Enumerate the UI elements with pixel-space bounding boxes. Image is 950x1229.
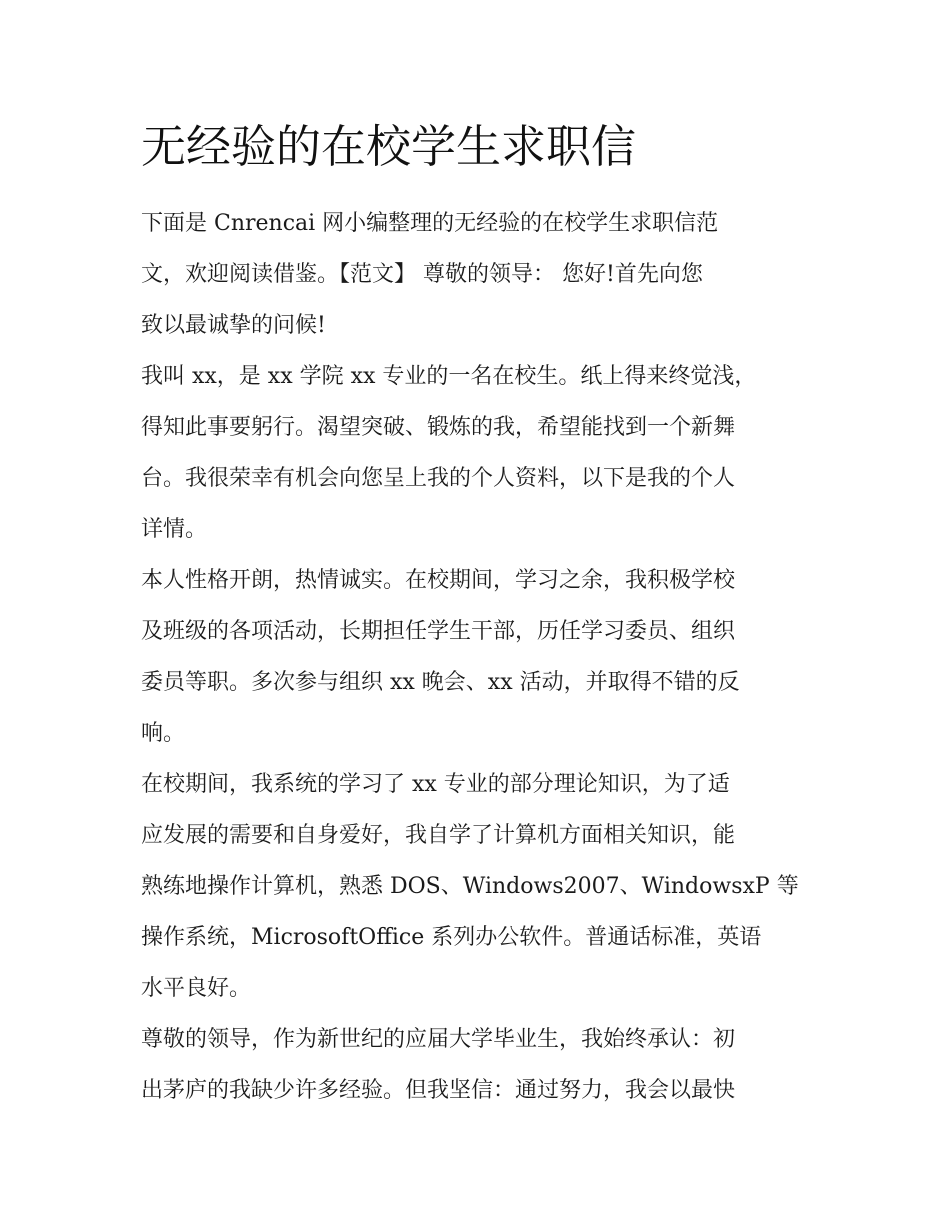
text-line: 我叫 xx，是 xx 学院 xx 专业的一名在校生。纸上得来终觉浅， (141, 364, 757, 389)
text-line: 委员等职。多次参与组织 xx 晚会、xx 活动，并取得不错的反 (141, 670, 740, 695)
text-line: 下面是 Cnrencai 网小编整理的无经验的在校学生求职信范 (141, 211, 719, 236)
paragraph-self-introduction (141, 351, 821, 555)
text-line: 操作系统，MicrosoftOffice 系列办公软件。普通话标准，英语 (141, 925, 762, 950)
document-body (141, 116, 821, 1116)
text-line: 水平良好。 (141, 976, 252, 1001)
text-line: 及班级的各项活动，长期担任学生干部，历任学习委员、组织 (141, 619, 736, 644)
text-line: 出茅庐的我缺少许多经验。但我坚信：通过努力，我会以最快 (141, 1078, 736, 1103)
text-line: 台。我很荣幸有机会向您呈上我的个人资料，以下是我的个人 (141, 466, 736, 491)
text-line: 得知此事要躬行。渴望突破、锻炼的我，希望能找到一个新舞 (141, 415, 736, 440)
text-line: 详情。 (141, 517, 208, 542)
text-line: 文，欢迎阅读借鉴。【范文】 尊敬的领导： 您好!首先向您 (141, 262, 703, 287)
paragraph-closing (141, 1014, 821, 1116)
text-line: 尊敬的领导，作为新世纪的应届大学毕业生，我始终承认：初 (141, 1027, 736, 1052)
text-line: 应发展的需要和自身爱好，我自学了计算机方面相关知识，能 (141, 823, 736, 848)
text-line: 本人性格开朗，热情诚实。在校期间，学习之余，我积极学校 (141, 568, 736, 593)
paragraph-skills (141, 759, 821, 1014)
paragraph-intro (141, 198, 821, 351)
paragraph-personality (141, 555, 821, 759)
text-line: 致以最诚挚的问候! (141, 313, 326, 338)
text-line: 在校期间，我系统的学习了 xx 专业的部分理论知识，为了适 (141, 772, 730, 797)
text-line: 响。 (141, 721, 186, 746)
text-line: 熟练地操作计算机，熟悉 DOS、Windows2007、WindowsxP 等 (141, 874, 799, 899)
document-title: 无经验的在校学生求职信 (141, 120, 637, 173)
